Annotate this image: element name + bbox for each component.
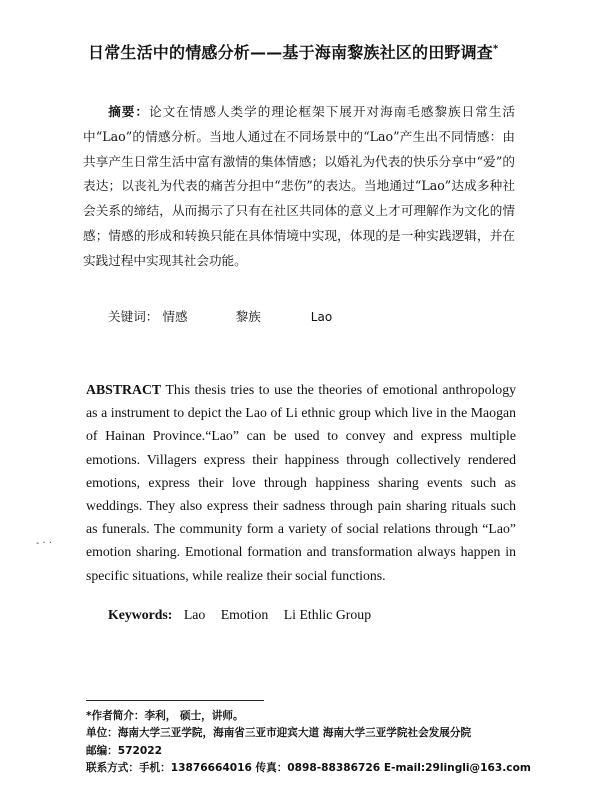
chinese-keyword: Lao xyxy=(310,310,333,324)
chinese-keyword: 黎族 xyxy=(235,309,261,324)
english-keywords-label: Keywords: xyxy=(108,607,173,622)
chinese-keyword: 情感 xyxy=(162,309,188,324)
footnote-divider xyxy=(86,700,264,701)
chinese-abstract-label: 摘要： xyxy=(108,104,149,119)
footnote-author: *作者简介：李利， 硕士，讲师。 xyxy=(86,710,244,722)
english-keyword: Li Ethlic Group xyxy=(283,607,372,622)
chinese-abstract xyxy=(83,100,515,274)
english-keyword: Lao xyxy=(183,607,206,622)
footnote-postcode: 邮编：572022 xyxy=(86,744,163,757)
chinese-keywords xyxy=(108,306,332,325)
chinese-abstract-body: 论文在情感人类学的理论框架下展开对海南毛感黎族日常生活中“Lao”的情感分析。当地人通过在不同场景中的“Lao”产生出不同情感：由共享产生日常生活中富有激情的集体情感；以婚礼为代表的快乐分享中“爱”的表达；以丧礼为代表的痛苦分担中“悲伤”的表达。当地通过“Lao”达成多种社会关系的缔结，从而揭示了只有在社区共同体的意义上才可理解作为文化的情感；情感的形成和转换只能在具体情境中实现，体现的是一种实践逻辑，并在实践过程中实现其社会功能。 xyxy=(83,104,515,268)
chinese-keywords-label: 关键词： xyxy=(108,309,159,324)
stray-marks: - · · xyxy=(36,538,53,549)
english-abstract-body: This thesis tries to use the theories of emotional anthropology as a instrument to depict the Lao of Li ethnic group which live in the Maogan of Hainan Province.“Lao” can be used to convey and express multiple emotions. Villagers express their happiness through collectively rendered emotions, express their love through happiness sharing events such as weddings. They also express their sadness through pain sharing rituals such as funerals. The community form a variety of social relations through “Lao” emotion sharing. Emotional formation and transformation always happen in specific situations, while realize their social functions. xyxy=(86,382,516,583)
english-abstract-label: ABSTRACT xyxy=(86,382,162,397)
paper-title xyxy=(88,40,528,63)
title-footnote-mark: * xyxy=(493,43,499,55)
english-keywords xyxy=(108,607,383,623)
footnote-unit: 单位：海南大学三亚学院，海南省三亚市迎宾大道 海南大学三亚学院社会发展分院 xyxy=(86,727,472,740)
footnote-contact: 联系方式：手机：13876664016 传真：0898-88386726 E-mail:29lingli@163.com xyxy=(86,762,531,775)
author-footnote xyxy=(86,708,556,778)
english-keyword: Emotion xyxy=(220,607,269,622)
english-abstract xyxy=(86,378,516,587)
title-text: 日常生活中的情感分析——基于海南黎族社区的田野调查 xyxy=(88,43,494,62)
